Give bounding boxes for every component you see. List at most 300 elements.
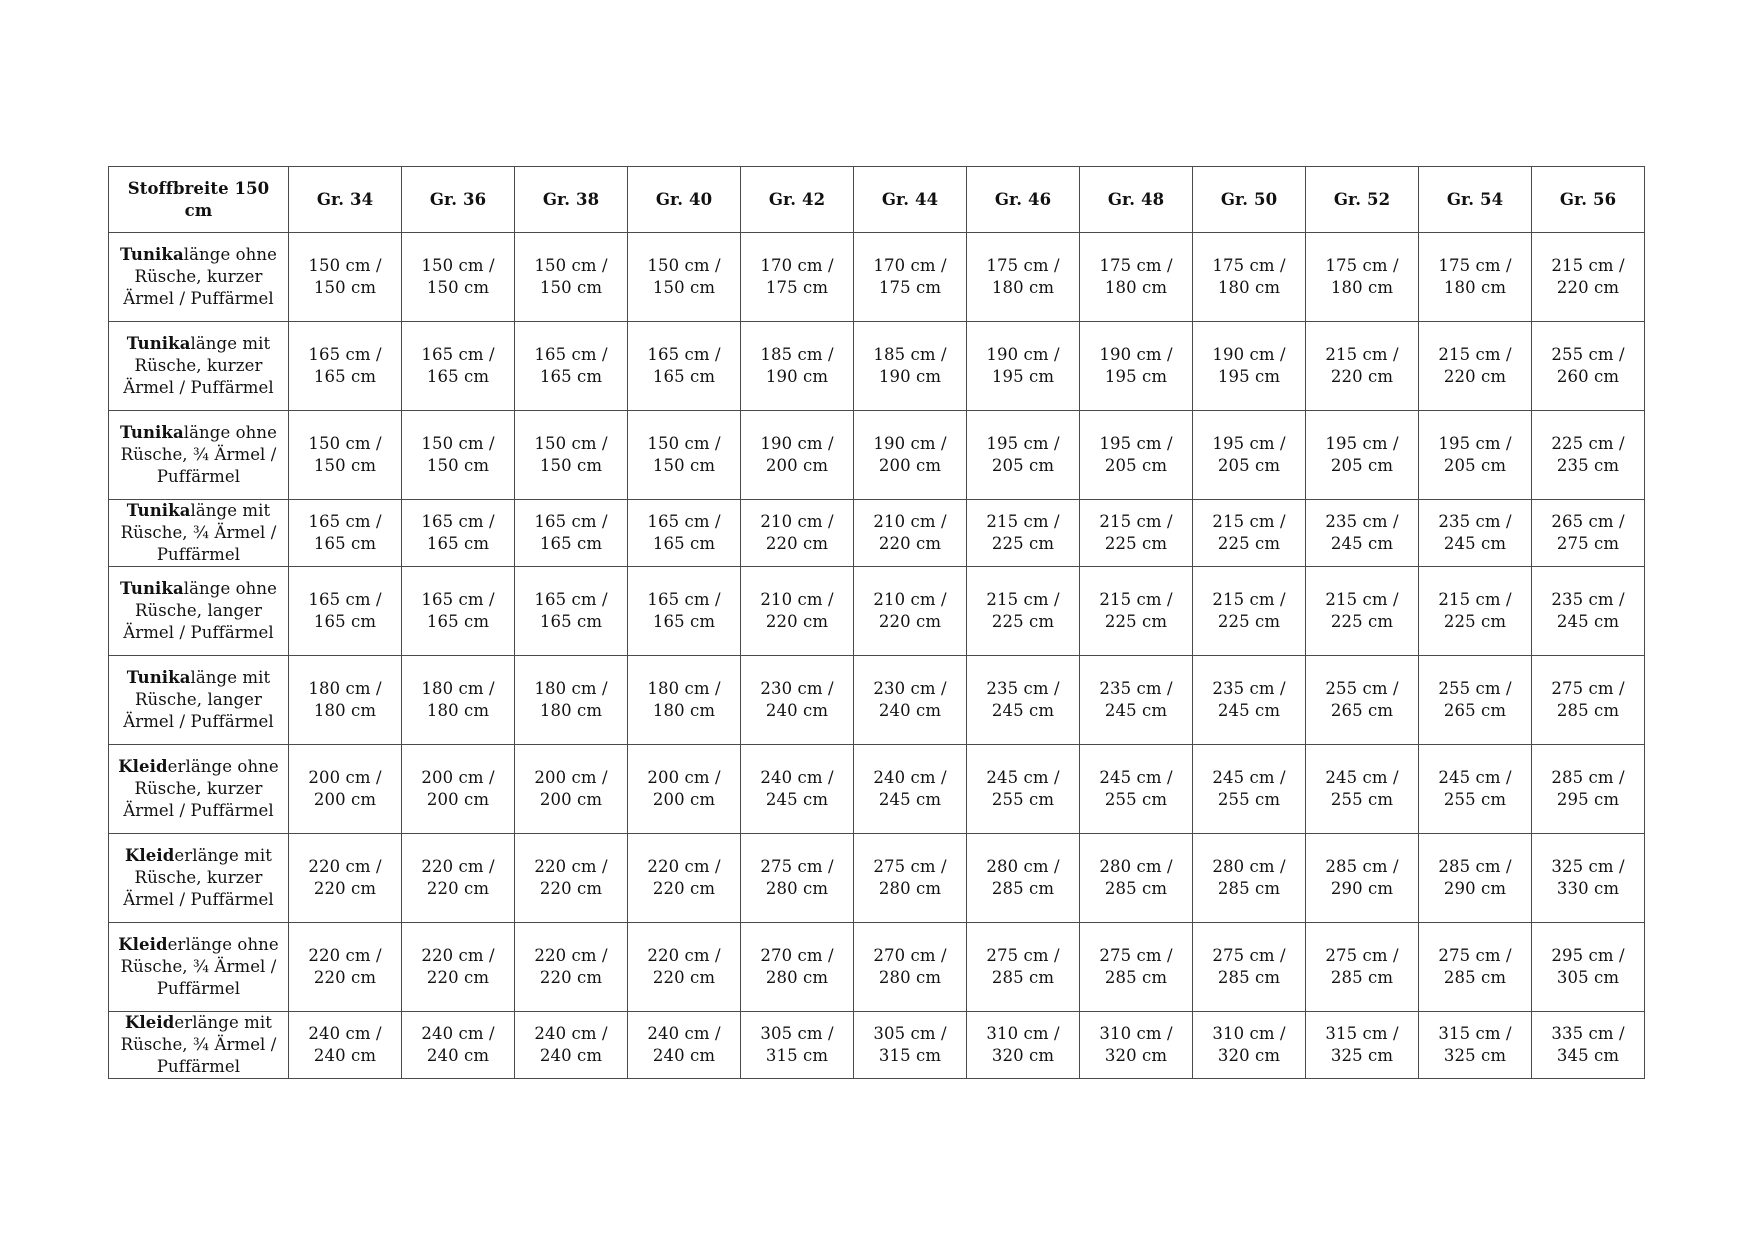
fabric-length-line-2: 225 cm xyxy=(1104,534,1168,553)
fabric-length-line-2: 225 cm xyxy=(1217,612,1281,631)
fabric-length-line-1: 220 cm / xyxy=(647,857,721,876)
fabric-length-line-1: 150 cm / xyxy=(308,256,382,275)
row-label-bold: Kleid xyxy=(118,935,168,954)
size-header: Gr. 50 xyxy=(1193,167,1306,233)
fabric-length-line-2: 205 cm xyxy=(1104,456,1168,475)
fabric-length-line-1: 165 cm / xyxy=(534,512,608,531)
fabric-length-line-1: 165 cm / xyxy=(647,345,721,364)
fabric-length-cell xyxy=(1080,500,1193,567)
fabric-length-cell xyxy=(854,656,967,745)
row-label-rest: länge mit Rüsche, kurzer Ärmel / Puffärmel xyxy=(123,334,274,397)
fabric-length-line-2: 285 cm xyxy=(1556,701,1620,720)
fabric-length-line-2: 240 cm xyxy=(426,1046,490,1065)
fabric-length-line-1: 195 cm / xyxy=(986,434,1060,453)
fabric-length-line-2: 200 cm xyxy=(539,790,603,809)
row-label-rest: länge ohne Rüsche, kurzer Ärmel / Puffärmel xyxy=(123,245,277,308)
fabric-length-line-1: 245 cm / xyxy=(1212,768,1286,787)
fabric-length-line-1: 190 cm / xyxy=(1212,345,1286,364)
fabric-length-line-1: 240 cm / xyxy=(647,1024,721,1043)
fabric-length-line-2: 195 cm xyxy=(1104,367,1168,386)
fabric-length-line-1: 265 cm / xyxy=(1551,512,1625,531)
fabric-length-line-1: 315 cm / xyxy=(1325,1024,1399,1043)
fabric-length-cell xyxy=(1193,745,1306,834)
fabric-length-line-2: 205 cm xyxy=(1217,456,1281,475)
table-row xyxy=(109,411,1645,500)
row-label-rest: länge ohne Rüsche, langer Ärmel / Puffärmel xyxy=(123,579,277,642)
fabric-length-line-2: 165 cm xyxy=(426,534,490,553)
fabric-length-cell xyxy=(1532,567,1645,656)
fabric-length-line-2: 200 cm xyxy=(878,456,942,475)
fabric-length-line-2: 175 cm xyxy=(765,278,829,297)
fabric-length-line-1: 310 cm / xyxy=(986,1024,1060,1043)
fabric-length-cell xyxy=(628,322,741,411)
fabric-length-line-2: 330 cm xyxy=(1556,879,1620,898)
fabric-length-line-1: 285 cm / xyxy=(1438,857,1512,876)
fabric-length-line-2: 315 cm xyxy=(878,1046,942,1065)
fabric-length-line-2: 190 cm xyxy=(878,367,942,386)
fabric-length-line-1: 270 cm / xyxy=(760,946,834,965)
fabric-length-line-1: 280 cm / xyxy=(1212,857,1286,876)
fabric-length-line-2: 220 cm xyxy=(1556,278,1620,297)
fabric-length-line-2: 165 cm xyxy=(652,367,716,386)
fabric-length-line-1: 275 cm / xyxy=(1551,679,1625,698)
fabric-length-line-2: 180 cm xyxy=(1443,278,1507,297)
fabric-length-line-2: 285 cm xyxy=(1330,968,1394,987)
fabric-length-line-2: 345 cm xyxy=(1556,1046,1620,1065)
fabric-length-line-1: 235 cm / xyxy=(1212,679,1286,698)
fabric-length-line-2: 220 cm xyxy=(765,534,829,553)
fabric-length-line-2: 220 cm xyxy=(652,879,716,898)
fabric-length-cell xyxy=(628,567,741,656)
fabric-length-line-1: 185 cm / xyxy=(760,345,834,364)
fabric-length-cell xyxy=(1419,233,1532,322)
fabric-length-cell xyxy=(402,923,515,1012)
fabric-length-line-2: 285 cm xyxy=(1217,879,1281,898)
table-row xyxy=(109,656,1645,745)
fabric-length-line-1: 210 cm / xyxy=(760,590,834,609)
fabric-length-cell xyxy=(289,500,402,567)
fabric-length-line-1: 150 cm / xyxy=(534,256,608,275)
fabric-length-line-1: 180 cm / xyxy=(421,679,495,698)
fabric-length-line-1: 275 cm / xyxy=(986,946,1060,965)
fabric-length-cell xyxy=(967,923,1080,1012)
fabric-length-line-2: 175 cm xyxy=(878,278,942,297)
fabric-length-line-2: 205 cm xyxy=(991,456,1055,475)
fabric-length-cell xyxy=(741,500,854,567)
fabric-length-line-1: 255 cm / xyxy=(1551,345,1625,364)
fabric-length-line-2: 280 cm xyxy=(765,879,829,898)
fabric-length-line-1: 270 cm / xyxy=(873,946,947,965)
fabric-length-cell xyxy=(1193,567,1306,656)
fabric-length-cell xyxy=(1193,834,1306,923)
fabric-length-line-2: 220 cm xyxy=(426,968,490,987)
fabric-length-cell xyxy=(967,233,1080,322)
fabric-length-line-2: 220 cm xyxy=(765,612,829,631)
row-label-bold: Tunika xyxy=(126,334,191,353)
fabric-length-cell xyxy=(1419,745,1532,834)
fabric-length-cell xyxy=(967,834,1080,923)
fabric-length-line-2: 180 cm xyxy=(1217,278,1281,297)
fabric-length-line-2: 325 cm xyxy=(1330,1046,1394,1065)
fabric-length-cell xyxy=(1193,500,1306,567)
row-label xyxy=(109,411,289,500)
fabric-length-line-2: 225 cm xyxy=(991,534,1055,553)
fabric-length-line-1: 220 cm / xyxy=(647,946,721,965)
fabric-length-cell xyxy=(1419,656,1532,745)
fabric-length-line-2: 165 cm xyxy=(652,612,716,631)
fabric-length-cell xyxy=(289,745,402,834)
fabric-length-line-2: 180 cm xyxy=(1104,278,1168,297)
fabric-length-cell xyxy=(1080,567,1193,656)
fabric-length-line-2: 165 cm xyxy=(313,612,377,631)
fabric-length-line-2: 285 cm xyxy=(1443,968,1507,987)
fabric-length-cell xyxy=(1193,233,1306,322)
fabric-length-line-2: 225 cm xyxy=(1330,612,1394,631)
fabric-length-cell xyxy=(1532,322,1645,411)
fabric-length-cell xyxy=(1306,656,1419,745)
fabric-length-cell xyxy=(967,1012,1080,1079)
fabric-length-cell xyxy=(854,411,967,500)
fabric-length-line-1: 235 cm / xyxy=(986,679,1060,698)
fabric-length-line-1: 175 cm / xyxy=(986,256,1060,275)
fabric-length-line-1: 235 cm / xyxy=(1438,512,1512,531)
size-header: Gr. 42 xyxy=(741,167,854,233)
fabric-length-line-1: 170 cm / xyxy=(873,256,947,275)
fabric-length-cell xyxy=(289,923,402,1012)
fabric-length-line-2: 180 cm xyxy=(1330,278,1394,297)
row-label-rest: erlänge ohne Rüsche, ¾ Ärmel / Puffärmel xyxy=(120,935,279,998)
fabric-length-cell xyxy=(741,411,854,500)
fabric-length-cell xyxy=(628,411,741,500)
row-label xyxy=(109,745,289,834)
fabric-length-cell xyxy=(628,233,741,322)
fabric-length-line-2: 200 cm xyxy=(652,790,716,809)
fabric-length-line-2: 240 cm xyxy=(652,1046,716,1065)
table-row xyxy=(109,1012,1645,1079)
fabric-length-line-2: 180 cm xyxy=(991,278,1055,297)
fabric-length-cell xyxy=(967,656,1080,745)
fabric-length-line-1: 275 cm / xyxy=(873,857,947,876)
fabric-length-line-1: 215 cm / xyxy=(1325,590,1399,609)
fabric-length-line-2: 195 cm xyxy=(1217,367,1281,386)
fabric-length-line-1: 295 cm / xyxy=(1551,946,1625,965)
table-body xyxy=(109,233,1645,1079)
fabric-length-line-1: 165 cm / xyxy=(308,512,382,531)
fabric-length-line-2: 220 cm xyxy=(1443,367,1507,386)
fabric-length-cell xyxy=(1193,411,1306,500)
fabric-length-cell xyxy=(1080,923,1193,1012)
row-label xyxy=(109,834,289,923)
fabric-length-line-2: 220 cm xyxy=(539,968,603,987)
fabric-length-line-2: 150 cm xyxy=(539,456,603,475)
fabric-length-line-2: 255 cm xyxy=(991,790,1055,809)
fabric-length-line-1: 315 cm / xyxy=(1438,1024,1512,1043)
fabric-length-line-2: 195 cm xyxy=(991,367,1055,386)
fabric-length-line-1: 200 cm / xyxy=(534,768,608,787)
fabric-length-line-2: 295 cm xyxy=(1556,790,1620,809)
fabric-length-cell xyxy=(402,233,515,322)
row-label-bold: Kleid xyxy=(118,757,168,776)
fabric-length-line-1: 150 cm / xyxy=(647,256,721,275)
fabric-length-cell xyxy=(515,923,628,1012)
fabric-length-cell xyxy=(741,1012,854,1079)
fabric-length-line-1: 280 cm / xyxy=(1099,857,1173,876)
fabric-length-cell xyxy=(854,233,967,322)
fabric-length-cell xyxy=(741,656,854,745)
fabric-length-cell xyxy=(1193,1012,1306,1079)
fabric-length-cell xyxy=(1306,1012,1419,1079)
fabric-length-cell xyxy=(1532,233,1645,322)
fabric-length-cell xyxy=(1306,923,1419,1012)
fabric-length-line-1: 305 cm / xyxy=(760,1024,834,1043)
fabric-length-line-2: 225 cm xyxy=(991,612,1055,631)
fabric-length-cell xyxy=(289,656,402,745)
fabric-length-line-2: 240 cm xyxy=(878,701,942,720)
fabric-length-line-1: 220 cm / xyxy=(534,946,608,965)
fabric-length-line-1: 325 cm / xyxy=(1551,857,1625,876)
fabric-length-line-1: 215 cm / xyxy=(1212,590,1286,609)
size-header: Gr. 52 xyxy=(1306,167,1419,233)
fabric-length-cell xyxy=(1306,834,1419,923)
fabric-length-line-2: 255 cm xyxy=(1443,790,1507,809)
fabric-length-line-2: 200 cm xyxy=(765,456,829,475)
fabric-length-line-1: 225 cm / xyxy=(1551,434,1625,453)
fabric-length-line-1: 180 cm / xyxy=(534,679,608,698)
fabric-length-line-1: 305 cm / xyxy=(873,1024,947,1043)
fabric-length-cell xyxy=(741,834,854,923)
fabric-length-cell xyxy=(1532,1012,1645,1079)
fabric-length-cell xyxy=(515,500,628,567)
fabric-length-line-2: 220 cm xyxy=(878,534,942,553)
fabric-length-line-1: 235 cm / xyxy=(1551,590,1625,609)
fabric-length-cell xyxy=(289,411,402,500)
fabric-length-cell xyxy=(1080,233,1193,322)
fabric-length-line-1: 165 cm / xyxy=(647,590,721,609)
fabric-length-line-1: 185 cm / xyxy=(873,345,947,364)
fabric-length-line-2: 290 cm xyxy=(1330,879,1394,898)
fabric-length-line-1: 220 cm / xyxy=(421,857,495,876)
fabric-length-line-2: 320 cm xyxy=(1104,1046,1168,1065)
fabric-length-cell xyxy=(967,500,1080,567)
fabric-length-line-2: 285 cm xyxy=(1217,968,1281,987)
fabric-length-line-2: 165 cm xyxy=(313,367,377,386)
fabric-length-cell xyxy=(402,411,515,500)
row-label-bold: Kleid xyxy=(124,846,175,865)
fabric-length-line-2: 225 cm xyxy=(1104,612,1168,631)
row-label xyxy=(109,923,289,1012)
fabric-length-cell xyxy=(1419,923,1532,1012)
fabric-length-line-2: 245 cm xyxy=(878,790,942,809)
fabric-length-line-2: 285 cm xyxy=(1104,879,1168,898)
fabric-length-cell xyxy=(1532,745,1645,834)
fabric-length-line-1: 245 cm / xyxy=(1438,768,1512,787)
fabric-length-cell xyxy=(1080,322,1193,411)
fabric-length-line-1: 215 cm / xyxy=(1325,345,1399,364)
fabric-length-line-2: 180 cm xyxy=(426,701,490,720)
fabric-length-line-2: 320 cm xyxy=(1217,1046,1281,1065)
fabric-length-line-2: 200 cm xyxy=(426,790,490,809)
fabric-length-line-1: 275 cm / xyxy=(1099,946,1173,965)
table-row xyxy=(109,233,1645,322)
fabric-length-line-1: 220 cm / xyxy=(534,857,608,876)
fabric-length-line-1: 195 cm / xyxy=(1099,434,1173,453)
fabric-length-line-1: 240 cm / xyxy=(421,1024,495,1043)
fabric-length-line-1: 285 cm / xyxy=(1325,857,1399,876)
fabric-length-cell xyxy=(289,322,402,411)
fabric-length-line-1: 150 cm / xyxy=(421,434,495,453)
fabric-length-line-2: 165 cm xyxy=(652,534,716,553)
fabric-length-cell xyxy=(741,923,854,1012)
fabric-length-cell xyxy=(402,1012,515,1079)
fabric-length-cell xyxy=(1306,411,1419,500)
fabric-length-line-2: 275 cm xyxy=(1556,534,1620,553)
fabric-length-line-2: 320 cm xyxy=(991,1046,1055,1065)
fabric-length-line-2: 220 cm xyxy=(539,879,603,898)
fabric-length-cell xyxy=(1532,834,1645,923)
fabric-length-line-1: 275 cm / xyxy=(1212,946,1286,965)
fabric-length-line-1: 220 cm / xyxy=(421,946,495,965)
fabric-length-cell xyxy=(854,834,967,923)
fabric-length-cell xyxy=(1532,656,1645,745)
row-label-bold: Tunika xyxy=(119,423,184,442)
fabric-length-cell xyxy=(402,745,515,834)
fabric-length-line-1: 150 cm / xyxy=(534,434,608,453)
fabric-length-line-1: 240 cm / xyxy=(308,1024,382,1043)
fabric-length-line-1: 240 cm / xyxy=(873,768,947,787)
fabric-length-cell xyxy=(1306,567,1419,656)
fabric-length-line-1: 215 cm / xyxy=(1551,256,1625,275)
fabric-length-line-2: 285 cm xyxy=(991,879,1055,898)
fabric-length-line-2: 240 cm xyxy=(313,1046,377,1065)
row-label-bold: Tunika xyxy=(119,579,184,598)
fabric-length-line-1: 165 cm / xyxy=(308,345,382,364)
fabric-length-cell xyxy=(628,500,741,567)
fabric-length-line-2: 165 cm xyxy=(539,534,603,553)
fabric-length-line-2: 280 cm xyxy=(878,968,942,987)
fabric-length-line-2: 150 cm xyxy=(652,456,716,475)
fabric-length-cell xyxy=(741,567,854,656)
row-label-rest: länge mit Rüsche, langer Ärmel / Puffärmel xyxy=(123,668,274,731)
fabric-length-line-1: 165 cm / xyxy=(421,512,495,531)
fabric-length-line-1: 215 cm / xyxy=(1099,512,1173,531)
fabric-length-line-2: 260 cm xyxy=(1556,367,1620,386)
fabric-length-line-2: 265 cm xyxy=(1330,701,1394,720)
fabric-length-line-2: 165 cm xyxy=(313,534,377,553)
size-header: Gr. 38 xyxy=(515,167,628,233)
fabric-length-cell xyxy=(515,322,628,411)
fabric-length-cell xyxy=(515,233,628,322)
fabric-length-line-1: 215 cm / xyxy=(1438,590,1512,609)
fabric-length-line-1: 195 cm / xyxy=(1325,434,1399,453)
fabric-length-cell xyxy=(628,656,741,745)
fabric-length-cell xyxy=(1193,322,1306,411)
fabric-length-cell xyxy=(967,411,1080,500)
fabric-length-line-1: 210 cm / xyxy=(873,512,947,531)
fabric-length-line-1: 230 cm / xyxy=(760,679,834,698)
fabric-length-line-2: 245 cm xyxy=(1217,701,1281,720)
fabric-length-cell xyxy=(402,834,515,923)
fabric-length-line-1: 240 cm / xyxy=(534,1024,608,1043)
fabric-length-line-2: 255 cm xyxy=(1217,790,1281,809)
fabric-length-cell xyxy=(515,745,628,834)
table-row xyxy=(109,834,1645,923)
fabric-length-line-1: 255 cm / xyxy=(1325,679,1399,698)
fabric-length-line-1: 310 cm / xyxy=(1099,1024,1173,1043)
fabric-length-cell xyxy=(854,923,967,1012)
fabric-length-line-1: 195 cm / xyxy=(1212,434,1286,453)
fabric-length-line-2: 290 cm xyxy=(1443,879,1507,898)
row-label-rest: erlänge mit Rüsche, ¾ Ärmel / Puffärmel xyxy=(120,1013,277,1076)
fabric-length-cell xyxy=(1419,1012,1532,1079)
fabric-length-cell xyxy=(402,567,515,656)
fabric-length-line-1: 215 cm / xyxy=(1099,590,1173,609)
fabric-length-line-2: 245 cm xyxy=(1443,534,1507,553)
fabric-length-cell xyxy=(1306,745,1419,834)
fabric-length-line-2: 245 cm xyxy=(1556,612,1620,631)
fabric-length-cell xyxy=(1532,411,1645,500)
fabric-length-line-2: 325 cm xyxy=(1443,1046,1507,1065)
fabric-length-line-2: 205 cm xyxy=(1330,456,1394,475)
fabric-length-line-1: 165 cm / xyxy=(647,512,721,531)
fabric-length-line-1: 200 cm / xyxy=(421,768,495,787)
fabric-length-cell xyxy=(402,322,515,411)
fabric-length-line-2: 315 cm xyxy=(765,1046,829,1065)
size-header: Gr. 48 xyxy=(1080,167,1193,233)
table-row xyxy=(109,567,1645,656)
fabric-length-line-1: 335 cm / xyxy=(1551,1024,1625,1043)
fabric-length-line-1: 150 cm / xyxy=(308,434,382,453)
fabric-length-cell xyxy=(1419,322,1532,411)
fabric-length-line-1: 275 cm / xyxy=(1438,946,1512,965)
fabric-length-line-1: 235 cm / xyxy=(1099,679,1173,698)
fabric-length-line-2: 220 cm xyxy=(878,612,942,631)
header-row xyxy=(109,167,1645,233)
fabric-length-line-1: 215 cm / xyxy=(986,512,1060,531)
fabric-length-cell xyxy=(1419,567,1532,656)
fabric-length-line-1: 200 cm / xyxy=(308,768,382,787)
fabric-length-cell xyxy=(854,500,967,567)
fabric-length-cell xyxy=(515,411,628,500)
row-label-rest: erlänge mit Rüsche, kurzer Ärmel / Puffärmel xyxy=(123,846,274,909)
fabric-length-line-2: 255 cm xyxy=(1104,790,1168,809)
fabric-length-line-2: 245 cm xyxy=(991,701,1055,720)
fabric-length-line-2: 165 cm xyxy=(539,612,603,631)
size-header: Gr. 56 xyxy=(1532,167,1645,233)
fabric-length-line-1: 165 cm / xyxy=(421,345,495,364)
fabric-length-cell xyxy=(1306,233,1419,322)
fabric-length-line-2: 220 cm xyxy=(313,879,377,898)
fabric-length-line-1: 215 cm / xyxy=(986,590,1060,609)
fabric-length-line-1: 175 cm / xyxy=(1212,256,1286,275)
fabric-length-line-1: 190 cm / xyxy=(760,434,834,453)
fabric-length-cell xyxy=(741,322,854,411)
fabric-length-cell xyxy=(628,1012,741,1079)
fabric-length-line-1: 180 cm / xyxy=(647,679,721,698)
fabric-length-cell xyxy=(289,1012,402,1079)
fabric-length-cell xyxy=(1419,500,1532,567)
fabric-length-line-1: 170 cm / xyxy=(760,256,834,275)
fabric-length-line-2: 245 cm xyxy=(765,790,829,809)
fabric-length-line-2: 255 cm xyxy=(1330,790,1394,809)
fabric-length-line-2: 165 cm xyxy=(426,367,490,386)
fabric-length-line-1: 280 cm / xyxy=(986,857,1060,876)
fabric-length-line-2: 240 cm xyxy=(765,701,829,720)
fabric-length-line-1: 255 cm / xyxy=(1438,679,1512,698)
fabric-length-line-2: 225 cm xyxy=(1217,534,1281,553)
fabric-length-line-2: 220 cm xyxy=(652,968,716,987)
fabric-length-cell xyxy=(515,656,628,745)
fabric-length-cell xyxy=(515,1012,628,1079)
